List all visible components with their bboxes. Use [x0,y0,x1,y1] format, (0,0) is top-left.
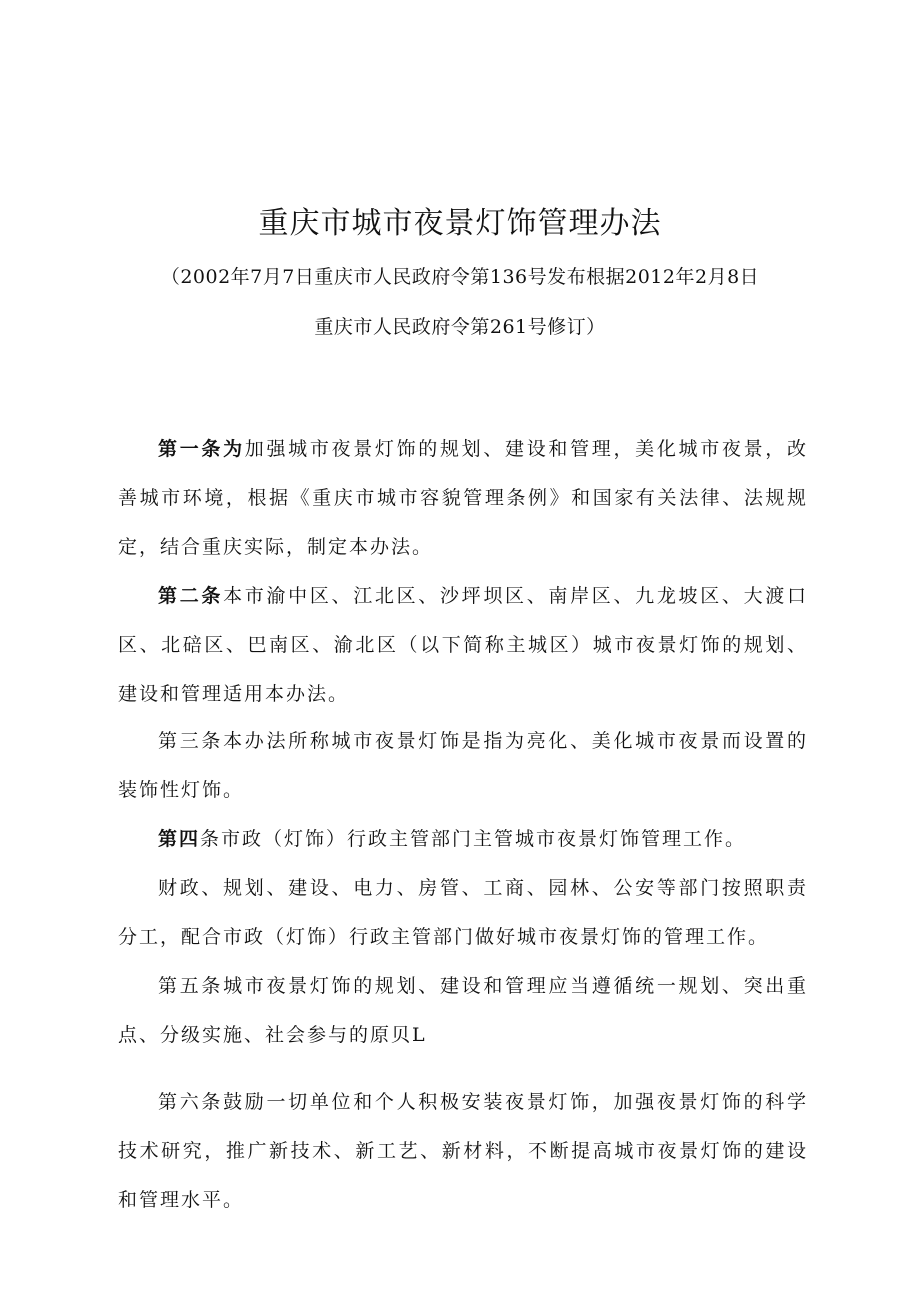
article-3 [118,717,808,815]
document-subtitle-line1: （2002年7月7日重庆市人民政府令第136号发布根据2012年2月8日 [160,266,760,288]
article-2-paragraph [118,572,808,719]
article-1-paragraph [118,425,808,572]
article-5-paragraph [118,962,808,1060]
article-6-text: 第六条鼓励一切单位和个人积极安装夜景灯饰，加强夜景灯饰的科学技术研究，推广新技术、新工艺、新材料，不断提高城市夜景灯饰的建设和管理水平。 [118,1091,808,1211]
article-3-text: 第三条本办法所称城市夜景灯饰是指为亮化、美化城市夜景而设置的装饰性灯饰。 [118,730,808,801]
document-subtitle-line2: 重庆市人民政府令第261号修订） [314,316,606,338]
article-4-continuation [118,864,808,962]
article-3-paragraph [118,717,808,815]
document-title: 重庆市城市夜景灯饰管理办法 [258,206,662,241]
article-1-heading: 第一条为 [158,438,245,460]
article-4-text: 条市政（灯饰）行政主管部门主管城市夜景灯饰管理工作。 [200,828,747,850]
article-5 [118,962,808,1060]
article-5-text: 第五条城市夜景灯饰的规划、建设和管理应当遵循统一规划、突出重点、分级实施、社会参与的原贝L [118,975,808,1046]
article-4-paragraph [118,815,808,864]
article-4-continuation-text: 财政、规划、建设、电力、房管、工商、园林、公安等部门按照职责分工，配合市政（灯饰）行政主管部门做好城市夜景灯饰的管理工作。 [118,877,808,948]
article-6 [118,1078,808,1225]
article-4-continuation-paragraph [118,864,808,962]
article-1 [118,425,808,572]
article-4-heading: 第四 [158,828,201,850]
article-6-paragraph [118,1078,808,1225]
article-2-heading: 第二条 [158,585,224,607]
article-2-text: 本市渝中区、江北区、沙坪坝区、南岸区、九龙坡区、大渡口区、北碚区、巴南区、渝北区（以下简称主城区）城市夜景灯饰的规划、建设和管理适用本办法。 [118,585,808,705]
article-1-text: 加强城市夜景灯饰的规划、建设和管理，美化城市夜景，改善城市环境，根据《重庆市城市容貌管理条例》和国家有关法律、法规规定，结合重庆实际，制定本办法。 [118,438,808,558]
article-4 [118,815,808,864]
article-2 [118,572,808,719]
